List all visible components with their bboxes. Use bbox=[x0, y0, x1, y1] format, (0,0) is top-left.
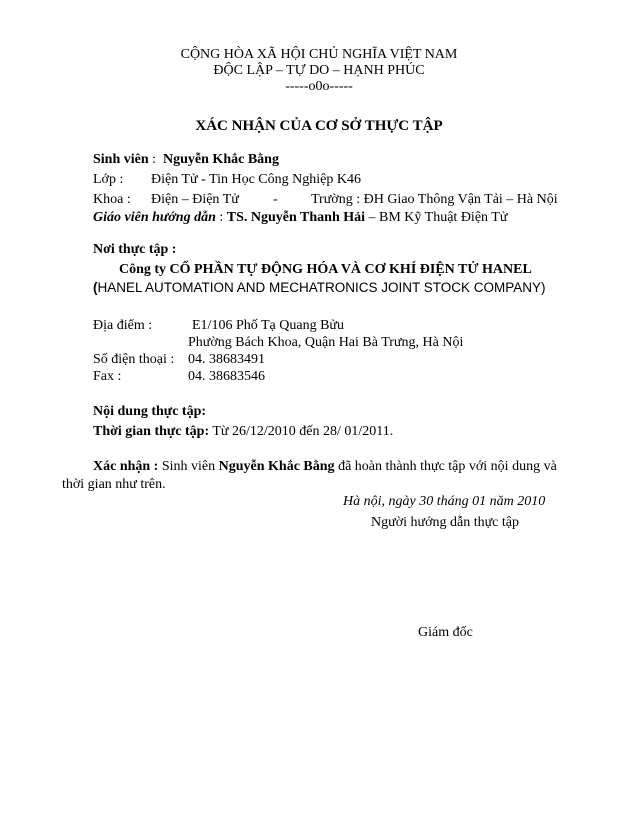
class-label: Lớp : bbox=[93, 172, 124, 187]
country-header: CỘNG HÒA XÃ HỘI CHỦ NGHĨA VIỆT NAM bbox=[180, 47, 458, 62]
company-en: HANEL AUTOMATION AND MECHATRONICS JOINT STOCK COMPANY) bbox=[97, 280, 546, 295]
school-value: Trường : ĐH Giao Thông Vận Tải – Hà Nội bbox=[311, 192, 558, 207]
supervisor-colon: : bbox=[219, 210, 224, 225]
supervisor-dept: – BM Kỹ Thuật Điện Tử bbox=[368, 210, 508, 225]
company-vn: Công ty CỔ PHẦN TỰ ĐỘNG HÓA VÀ CƠ KHÍ ĐIỆN TỬ HANEL bbox=[119, 262, 532, 277]
confirmation-text-b: đã hoàn thành thực tập với nội dung và bbox=[338, 459, 557, 474]
student-row bbox=[93, 152, 279, 168]
time-label: Thời gian thực tập: bbox=[93, 424, 210, 439]
faculty-value: Điện – Điện Tử bbox=[151, 192, 239, 207]
content-label: Nội dung thực tập: bbox=[93, 404, 207, 419]
class-value: Điện Tử - Tin Học Công Nghiệp K46 bbox=[151, 172, 361, 187]
supervisor-name: TS. Nguyễn Thanh Hải bbox=[226, 210, 366, 225]
student-name: Nguyễn Khắc Bằng bbox=[163, 152, 279, 167]
confirmation-row bbox=[93, 459, 557, 475]
fax-value: 04. 38683546 bbox=[188, 369, 265, 384]
address-line1: E1/106 Phố Tạ Quang Bửu bbox=[192, 318, 344, 333]
signature-date: Hà nội, ngày 30 tháng 01 năm 2010 bbox=[343, 494, 546, 509]
faculty-label: Khoa : bbox=[93, 192, 131, 207]
company-en-row bbox=[93, 280, 546, 296]
fax-label: Fax : bbox=[93, 369, 122, 384]
time-value: Từ 26/12/2010 đến 28/ 01/2011. bbox=[212, 424, 394, 439]
confirmation-text-a: Sinh viên bbox=[161, 459, 216, 474]
address-label: Địa điểm : bbox=[93, 318, 153, 333]
student-label: Sinh viên bbox=[93, 152, 149, 167]
student-colon: : bbox=[152, 152, 157, 167]
address-line2: Phường Bách Khoa, Quận Hai Bà Trưng, Hà Nội bbox=[188, 335, 464, 350]
separator: -----o0o----- bbox=[285, 79, 353, 94]
phone-label: Số điện thoại : bbox=[93, 352, 175, 367]
phone-value: 04. 38683491 bbox=[188, 352, 265, 367]
faculty-dash: - bbox=[273, 192, 278, 207]
internship-place-label: Nơi thực tập : bbox=[93, 242, 177, 257]
time-row bbox=[93, 424, 393, 440]
motto: ĐỘC LẬP – TỰ DO – HẠNH PHÚC bbox=[213, 63, 425, 78]
page-title: XÁC NHẬN CỦA CƠ SỞ THỰC TẬP bbox=[195, 118, 443, 134]
signature-role: Người hướng dẫn thực tập bbox=[371, 515, 519, 530]
company-en-paren: ( bbox=[93, 280, 98, 295]
confirmation-label: Xác nhận : bbox=[93, 459, 159, 474]
supervisor-label: Giáo viên hướng dẫn bbox=[93, 210, 216, 225]
supervisor-row bbox=[93, 210, 507, 226]
confirmation-name: Nguyễn Khắc Bằng bbox=[218, 459, 335, 474]
confirmation-text-c: thời gian như trên. bbox=[62, 477, 166, 492]
signature-title: Giám đốc bbox=[418, 625, 473, 640]
